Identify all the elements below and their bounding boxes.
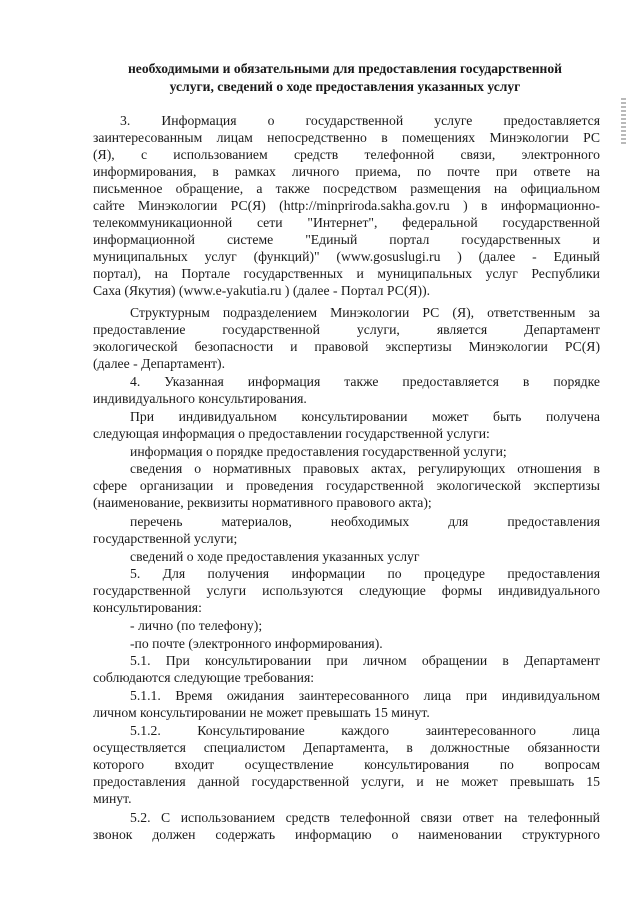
body-line: личном консультировании не может превышать 15 минут. [93,705,430,720]
body-line: осуществляется специалистом Департамента, в должностные обязанности [93,740,600,755]
body-line: (далее - Департамент). [93,356,225,371]
body-line: 5.1.2. Консультирование каждого заинтересованного лица [130,723,600,738]
body-line: следующая информация о предоставлении государственной услуги: [93,426,490,441]
body-line: индивидуального консультирования. [93,391,307,406]
body-line: 5.2. С использованием средств телефонной связи ответ на телефонный [130,810,600,825]
body-line: сайте Минэкологии РС(Я) (http://minpriroda.sakha.gov.ru ) в информационно- [93,198,600,213]
body-line: минут. [93,791,132,806]
body-line: При индивидуальном консультировании может быть получена [130,409,600,424]
body-line: сфере организации и проведения государственной экологической экспертизы [93,478,600,493]
body-line: 3. Информация о государственной услуге предоставляется [120,113,600,128]
scan-margin-mark [621,98,626,144]
body-line: информация о порядке предоставления государственной услуги; [130,444,507,459]
document-title-line-1: необходимыми и обязательными для предоставления государственной [127,61,563,76]
body-line: заинтересованным лицам непосредственно в помещениях Минэкологии РС [93,130,600,145]
body-line: сведений о ходе предоставления указанных услуг [130,549,420,564]
body-line: 5.1.1. Время ожидания заинтересованного лица при индивидуальном [130,688,600,703]
body-line: соблюдаются следующие требования: [93,670,315,685]
body-line: государственной услуги; [93,531,238,546]
body-line: (наименование, реквизиты нормативного правового акта); [93,495,432,510]
body-line: муниципальных услуг (функций)" (www.gosuslugi.ru ) (далее - Единый [93,249,600,264]
document-title-line-2: услуги, сведений о ходе предоставления указанных услуг [169,79,521,94]
body-line: экологической безопасности и правовой экспертизы Минэкологии РС(Я) [93,339,600,354]
body-line: 5. Для получения информации по процедуре предоставления [130,566,600,581]
body-line: 5.1. При консультировании при личном обращении в Департамент [130,653,600,668]
body-line: которого входит осуществление консультирования по вопросам [93,757,600,772]
body-line: государственной услуги используются следующие формы индивидуального [93,583,600,598]
body-line: Структурным подразделением Минэкологии РС (Я), ответственным за [130,305,600,320]
body-line: сведения о нормативных правовых актах, регулирующих отношения в [130,461,600,476]
body-line: (Я), с использованием средств телефонной связи, электронного [93,147,600,162]
body-line: письменное обращение, а также посредством размещения на официальном [93,181,600,196]
body-line: перечень материалов, необходимых для предоставления [130,514,600,529]
body-line: Саха (Якутия) (www.e-yakutia.ru ) (далее - Портал РС(Я)). [93,283,431,298]
body-line: предоставления данной государственной услуги, и не может превышать 15 [93,774,600,789]
body-line: телекоммуникационной сети "Интернет", федеральной государственной [93,215,600,230]
body-line: -по почте (электронного информирования). [130,636,383,651]
body-line: информирования, в рамках личного приема, по почте при ответе на [93,164,600,179]
body-line: - лично (по телефону); [130,618,263,633]
body-line: 4. Указанная информация также предоставляется в порядке [130,374,600,389]
body-line: звонок должен содержать информацию о наименовании структурного [93,827,600,842]
body-line: информационной системе "Единый портал государственных и [93,232,600,247]
body-line: портал), на Портале государственных и муниципальных услуг Республики [93,266,600,281]
body-line: консультирования: [93,600,202,615]
body-line: предоставление государственной услуги, является Департамент [93,322,600,337]
